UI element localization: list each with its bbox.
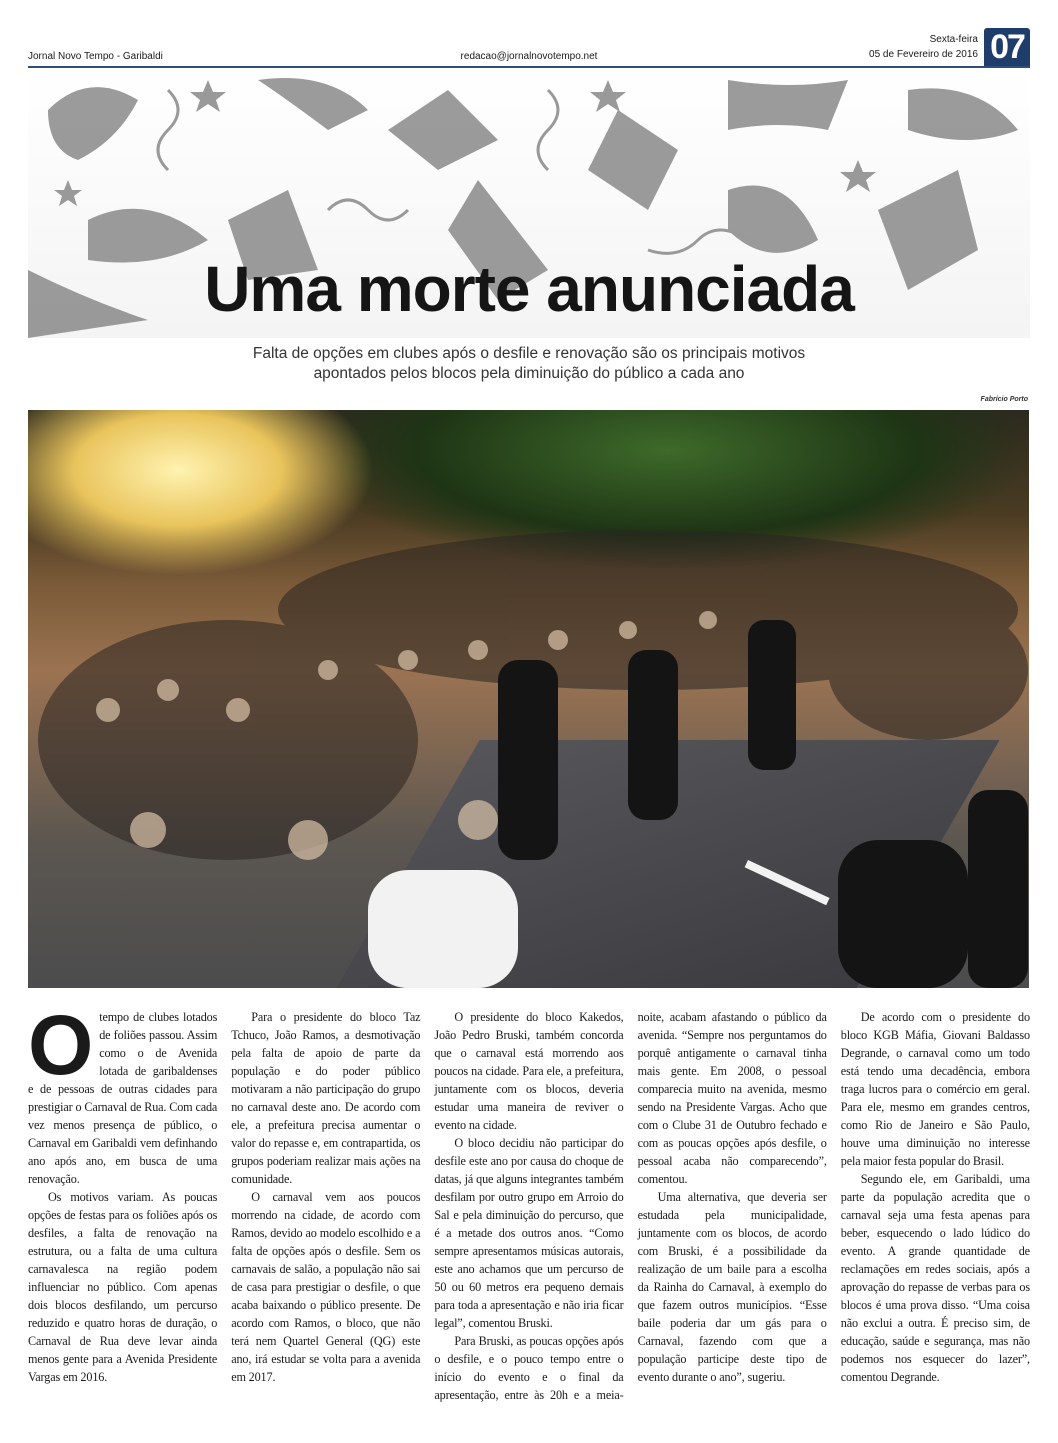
carnival-crowd-photo — [28, 410, 1029, 988]
page-number: 07 — [984, 28, 1030, 66]
paragraph: Os motivos variam. As poucas opções de festas para os foliões após os desfiles, a falta de renovação na estrutura, ou a falta de uma cultura carnavalesca na região podem influenciar no público. Com apenas dois blocos desfilando, um percurso reduzido e quatro horas de duração, o Carnaval de Rua deve levar ainda menos gente para a Avenida Presidente Vargas em 2016. — [28, 1190, 218, 1384]
newsroom-email[interactable]: redacao@jornalnovotempo.net — [460, 51, 598, 62]
drop-cap: O — [28, 998, 94, 1092]
paragraph: De acordo com o presidente do bloco KGB Máfia, Giovani Baldasso Degrande, o carnaval como um todo está tendo uma decadência, embora traga lucros para o comércio em geral. Para ele, mesmo em grandes centros, como Rio de Janeiro e São Paulo, houve uma diminuição no interesse pela maior festa popular do Brasil. — [840, 1010, 1030, 1168]
page-header — [28, 24, 1030, 68]
weekday: Sexta-feira — [929, 34, 978, 45]
issue-date — [869, 32, 978, 62]
subheadline-line: apontados pelos blocos pela diminuição do público a cada ano — [313, 365, 745, 382]
paragraph: Segundo ele, em Garibaldi, uma parte da população acredita que o carnaval seja uma festa apenas para beber, esquecendo o lado lúdico do evento. A grande quantidade de reclamações em redes sociais, após a aprovação do repasse de verbas para os blocos é uma prova disso. “Uma coisa não exclui a outra. É preciso sim, de educação, saúde e segurança, mas não podemos nos esquecer do lazer”, comentou Degrande. — [840, 1172, 1030, 1384]
crowd-illustration — [28, 410, 1029, 988]
paragraph: O carnaval vem aos poucos morrendo na cidade, de acordo com Ramos, devido ao modelo escolhido e a falta de opções após o desfile. Sem os carnavais de salão, a população não sai de casa para prestigiar o desfile, o que acaba baixando o público presente. De acordo com Ramos, o bloco, que não terá nem Quartel General (QG) este ano, irá estudar se volta para a avenida em 2017. — [231, 1190, 421, 1384]
newspaper-name: Jornal Novo Tempo - Garibaldi — [28, 51, 163, 62]
paragraph — [28, 998, 218, 1188]
paragraph-text: tempo de clubes lotados de foliões passou. Assim como o de Avenida lotada de garibaldenses e de pessoas de outras cidades para prestigiar o Carnaval de Rua. Com cada vez menos presença de público, o Carnaval em Garibaldi vem definhando ano após ano, em busca de uma renovação. — [28, 1010, 218, 1186]
paragraph: Uma alternativa, que deveria ser estudada pela municipalidade, juntamente com os blocos, de acordo com Bruski, é a possibilidade da realização de um baile para a escolha da Rainha do Carnaval, à exemplo do que fazem outros municípios. “Esse baile poderia dar um gás para o Carnaval, fazendo com que a população participe deste tipo de evento durante o ano”, sugeriu. — [637, 1190, 827, 1384]
paragraph: Para Bruski, as poucas opções após o desfile, e o pouco tempo entre o início do evento e o final da apresentação, entre às 20h e a meia-noite, acabam afastando o público da avenida. “Sempre nos perguntamos do porquê antigamente o carnaval tinha mais gente. Em 2008, o pessoal comparecia muito na avenida, mesmo sendo na Presidente Vargas. Acho que com o Clube 31 de Outubro fechado e com as poucas opções após desfile, o pessoal acaba não comparecendo”, comentou. — [434, 1010, 827, 1402]
photo-credit: Fabrício Porto — [980, 396, 1028, 403]
paragraph: O bloco decidiu não participar do desfile este ano por causa do choque de datas, já que alguns integrantes também desfilam por outro grupo em Arroio do Sal e pela diminuição do percurso, que é a metade dos outros anos. “Como sempre apresentamos músicas autorais, este ano achamos que um percurso de 50 ou 60 metros era pequeno demais para toda a apresentação e não iria ficar legal”, comentou Bruski. — [434, 1136, 624, 1330]
subheadline — [150, 344, 908, 384]
paragraph: Para o presidente do bloco Taz Tchuco, João Ramos, a desmotivação pela falta de apoio de parte da população e do poder público motivaram a não participação do grupo no carnaval deste ano. De acordo com ele, a prefeitura precisa aumentar o valor do repasse e, em contrapartida, os grupos poderiam realizar mais ações na comunidade. — [231, 1010, 421, 1186]
date: 05 de Fevereiro de 2016 — [869, 49, 978, 60]
headline: Uma morte anunciada — [204, 253, 854, 325]
subheadline-line: Falta de opções em clubes após o desfile e renovação são os principais motivos — [252, 345, 806, 362]
article-body — [28, 998, 1030, 1404]
paragraph: O presidente do bloco Kakedos, João Pedro Bruski, também concorda que o carnaval está morrendo aos poucos na cidade. Para ele, a prefeitura, juntamente com os blocos, deveria estudar uma maneira de reviver o evento na cidade. — [434, 1010, 624, 1132]
